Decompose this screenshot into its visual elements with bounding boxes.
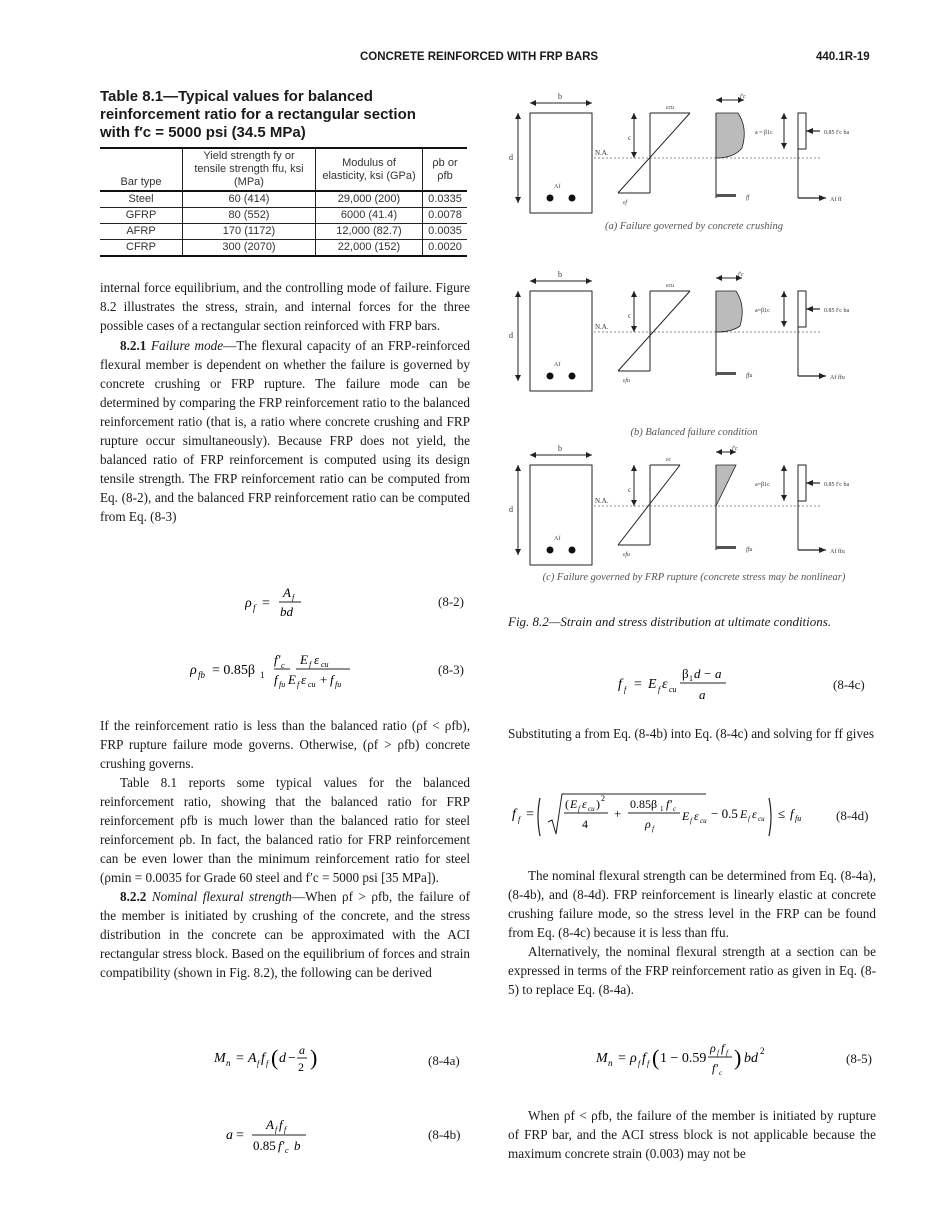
svg-text:bd: bd bbox=[280, 604, 293, 619]
equation-8-4d bbox=[508, 786, 834, 846]
svg-text:f: f bbox=[253, 603, 256, 613]
panel-a-c-dim-head bbox=[631, 113, 637, 119]
equation-8-4a-graphic bbox=[214, 1038, 324, 1078]
svg-text:f: f bbox=[275, 1125, 278, 1134]
paragraph: Table 8.1 reports some typical values for the balanced reinforcement ratio, showing that the balanced ratio for FRP reinforcement ρfb is much lower than the balanced ratio for steel reinforcement ρb. In fact, the balanced ratio for FRP reinforcement can be even lower than the minimum reinforcement ratio for steel (ρmin = 0.0035 for Grade 60 steel and f′c = 5000 psi [35 MPa]). bbox=[100, 775, 470, 885]
panel-b-compression-force-head bbox=[806, 306, 813, 312]
equation-number: (8-3) bbox=[438, 662, 464, 677]
panel-a-b-label: b bbox=[558, 92, 562, 101]
panel-c-a-dim-head bbox=[781, 465, 787, 471]
table-cell: 0.0078 bbox=[423, 208, 468, 224]
table-cell: 0.0035 bbox=[423, 224, 468, 240]
equation-8-5 bbox=[596, 1036, 796, 1084]
svg-text:=: = bbox=[236, 1051, 244, 1066]
panel-c-d-dim-head bbox=[515, 549, 521, 555]
svg-text:b: b bbox=[294, 1138, 301, 1153]
svg-text:cu: cu bbox=[321, 660, 329, 669]
panel-a-af-label: Af bbox=[554, 184, 561, 190]
svg-text:bd: bd bbox=[744, 1051, 758, 1066]
panel-c-d-label: d bbox=[509, 505, 513, 514]
svg-text:f: f bbox=[330, 672, 334, 687]
paragraph-body: —When ρf > ρfb, the failure of the member is initiated by crushing of the concrete, and the stress distribution in the concrete can be approximated with the ACI rectangular stress block. Based on the equilibrium of forces and strain compatibility (shown in Fig. 8.2), the following can be derived bbox=[100, 889, 471, 980]
panel-a-strain-line bbox=[618, 113, 690, 193]
panel-c-d-dim-head bbox=[515, 465, 521, 471]
panel-b-a-label: a=β1c bbox=[755, 308, 770, 314]
panel-c-compression-force-head bbox=[806, 480, 813, 486]
svg-text:a: a bbox=[715, 666, 722, 681]
panel-a-tension-force-head bbox=[819, 195, 826, 201]
running-title: CONCRETE REINFORCED WITH FRP BARS bbox=[360, 51, 599, 63]
panel-c-compression-label: 0.85 f′c ba bbox=[824, 482, 850, 488]
equation-number: (8-2) bbox=[438, 594, 464, 609]
svg-text:E: E bbox=[288, 672, 296, 687]
panel-c-c-dim-head bbox=[631, 500, 637, 506]
section-number: 8.2.1 bbox=[120, 338, 147, 353]
panel-b-b-dim-head bbox=[586, 278, 592, 284]
panel-b-a-dim-head bbox=[781, 291, 787, 297]
panel-b-bar bbox=[569, 373, 576, 380]
svg-text:0.85: 0.85 bbox=[253, 1138, 276, 1153]
panel-c-strain-line bbox=[618, 465, 680, 545]
svg-text:=: = bbox=[526, 807, 534, 822]
table-cell: 60 (414) bbox=[183, 191, 316, 208]
table-row bbox=[100, 208, 467, 224]
equation-8-4c bbox=[618, 662, 748, 712]
svg-text:M: M bbox=[214, 1051, 226, 1066]
panel-b-ef-label: εfu bbox=[623, 378, 631, 384]
panel-a-d-dim-head bbox=[515, 197, 521, 203]
figure-8-2 bbox=[500, 88, 880, 608]
paragraph: The nominal flexural strength can be determined from Eq. (8-4a), (8-4b), and (8-4d). FRP reinforcement is linearly elastic at concrete crushing failure mode, so the stress level in the FRP can be found from Eq. (8-4c) because it is less than ffu. bbox=[508, 868, 876, 940]
svg-text:2: 2 bbox=[760, 1046, 765, 1056]
svg-text:ε: ε bbox=[694, 809, 699, 823]
panel-b-strain-line bbox=[618, 291, 690, 371]
svg-text:f: f bbox=[790, 806, 794, 821]
svg-text:): ) bbox=[596, 797, 600, 811]
svg-text:(: ( bbox=[271, 1045, 279, 1070]
svg-text:= 0.85β: = 0.85β bbox=[212, 663, 256, 678]
section-title: Failure mode bbox=[150, 338, 224, 353]
paragraph: internal force equilibrium, and the controlling mode of failure. Figure 8.2 illustrates the stress, strain, and internal forces for the three possible cases of a rectangular section reinforced with FRP bars. bbox=[100, 280, 470, 333]
table-8-1 bbox=[100, 147, 467, 257]
svg-text:ρ: ρ bbox=[630, 1051, 637, 1066]
table-header: Modulus of elasticity, ksi (GPa) bbox=[316, 148, 423, 191]
panel-a-a-dim-head bbox=[781, 143, 787, 149]
svg-text:f: f bbox=[690, 817, 692, 825]
svg-text:ρ: ρ bbox=[245, 596, 252, 611]
svg-text:1: 1 bbox=[660, 805, 664, 813]
svg-text:ε: ε bbox=[582, 797, 587, 811]
equation-8-2-graphic bbox=[245, 583, 315, 623]
panel-b-b-dim-head bbox=[530, 278, 536, 284]
panel-b-tension-force-head bbox=[819, 373, 826, 379]
svg-text:f′: f′ bbox=[712, 1061, 718, 1075]
equation-8-4b bbox=[226, 1113, 316, 1161]
svg-text:c: c bbox=[281, 661, 285, 670]
svg-text:0.85β: 0.85β bbox=[630, 797, 658, 811]
panel-b-compression-label: 0.85 f′c ba bbox=[824, 308, 850, 314]
panel-b-na-label: N.A. bbox=[595, 323, 609, 331]
panel-a-a-label: a = β1c bbox=[755, 130, 773, 136]
svg-text:a: a bbox=[299, 1043, 305, 1057]
svg-text:A: A bbox=[266, 1117, 274, 1132]
panel-b-stress-block bbox=[716, 291, 742, 332]
svg-text:=: = bbox=[618, 1051, 626, 1066]
panel-c-bar bbox=[547, 547, 554, 554]
svg-text:n: n bbox=[226, 1058, 231, 1068]
panel-a-compression-force-head bbox=[806, 128, 813, 134]
paragraph: If the reinforcement ratio is less than the balanced ratio (ρf < ρfb), FRP rupture failure mode governs. Otherwise, (ρf > ρfb) concrete crushing governs. bbox=[100, 718, 470, 771]
svg-text:d: d bbox=[694, 666, 701, 681]
table-header: Yield strength fy or tensile strength ffu, ksi (MPa) bbox=[183, 148, 316, 191]
svg-text:A: A bbox=[248, 1051, 257, 1066]
equation-8-4d-graphic bbox=[508, 786, 834, 842]
svg-text:−: − bbox=[288, 1051, 296, 1066]
table-cell: 80 (552) bbox=[183, 208, 316, 224]
panel-a-stress-block bbox=[716, 113, 744, 158]
svg-text:f: f bbox=[638, 1059, 641, 1068]
panel-b-b-label: b bbox=[558, 270, 562, 279]
panel-c-c-label: c bbox=[628, 486, 632, 494]
table-row bbox=[100, 240, 467, 257]
table-header: ρb or ρfb bbox=[423, 148, 468, 191]
panel-a-ef-label: εf bbox=[623, 200, 628, 206]
panel-a-bar bbox=[547, 195, 554, 202]
table-cell: 12,000 (82.7) bbox=[316, 224, 423, 240]
figure-caption: Fig. 8.2—Strain and stress distribution at ultimate conditions. bbox=[508, 614, 832, 629]
svg-text:ε: ε bbox=[301, 672, 307, 687]
panel-b-bar bbox=[547, 373, 554, 380]
panel-b-d-dim-head bbox=[515, 375, 521, 381]
svg-text:ε: ε bbox=[314, 652, 320, 667]
panel-c-ecu-label: εc bbox=[666, 457, 672, 463]
panel-a-c-label: c bbox=[628, 134, 632, 142]
svg-text:d: d bbox=[279, 1051, 286, 1066]
equation-8-4b-graphic bbox=[226, 1113, 316, 1157]
svg-text:f: f bbox=[618, 677, 622, 692]
panel-b-af-label: Af bbox=[554, 362, 561, 368]
table-header: Bar type bbox=[100, 148, 183, 191]
section-title: Nominal flexural strength bbox=[151, 889, 292, 904]
svg-text:E: E bbox=[648, 677, 657, 692]
svg-text:E: E bbox=[740, 807, 748, 821]
panel-a-ecu-label: εcu bbox=[666, 105, 675, 111]
panel-a-ff-label: ff bbox=[746, 195, 750, 201]
equation-number: (8-4d) bbox=[836, 808, 869, 823]
equation-number: (8-5) bbox=[846, 1051, 872, 1066]
svg-text:f: f bbox=[274, 672, 278, 687]
svg-text:f: f bbox=[642, 1051, 646, 1066]
panel-c-fc-label: f′c bbox=[732, 446, 738, 452]
svg-text:f: f bbox=[748, 815, 750, 823]
svg-text:c: c bbox=[285, 1146, 289, 1155]
svg-text:): ) bbox=[310, 1045, 318, 1070]
svg-text:A: A bbox=[283, 585, 291, 600]
equation-number: (8-4c) bbox=[833, 677, 865, 692]
svg-text:(: ( bbox=[565, 797, 569, 811]
table-cell: 0.0335 bbox=[423, 191, 468, 208]
panel-a-section bbox=[530, 113, 592, 213]
svg-text:cu: cu bbox=[308, 680, 316, 689]
svg-text:f: f bbox=[578, 805, 580, 813]
svg-text:ρ: ρ bbox=[710, 1041, 716, 1055]
panel-c-c-dim-head bbox=[631, 465, 637, 471]
svg-text:cu: cu bbox=[669, 685, 677, 694]
paragraph-body: —The flexural capacity of an FRP-reinforced flexural member is dependent on whether the failure is governed by concrete crushing or FRP rupture. The failure mode can be determined by comparing the FRP reinforcement ratio to the balanced reinforcement ratio (that is, a ratio where concrete crushing and FRP rupture occur simultaneously). Because FRP does not yield, the balanced ratio of FRP reinforcement is computed using its design tensile strength. The FRP reinforcement ratio can be computed from Eq. (8-2), and the balanced FRP reinforcement ratio can be computed from Eq. (8-3) bbox=[100, 338, 470, 524]
svg-text:f: f bbox=[279, 1117, 283, 1132]
svg-text:4: 4 bbox=[582, 817, 588, 831]
paragraph: Substituting a from Eq. (8-4b) into Eq. (8-4c) and solving for ff gives bbox=[508, 726, 875, 741]
svg-text:cu: cu bbox=[588, 805, 595, 813]
panel-b-a-dim-head bbox=[781, 321, 787, 327]
panel-a-tension-bar bbox=[716, 194, 736, 197]
panel-b-section bbox=[530, 291, 592, 391]
table-cell: 6000 (41.4) bbox=[316, 208, 423, 224]
table-cell: 0.0020 bbox=[423, 240, 468, 257]
paragraph-8-2-1 bbox=[100, 336, 470, 526]
panel-b-ecu-label: εcu bbox=[666, 283, 675, 289]
svg-text:f′: f′ bbox=[666, 797, 672, 811]
panel-a-c-dim-head bbox=[631, 152, 637, 158]
svg-text:2: 2 bbox=[601, 794, 605, 803]
panel-c-ef-label: εfu bbox=[623, 552, 631, 558]
panel-a-tension-label: Af ff bbox=[830, 197, 842, 203]
svg-text:f: f bbox=[309, 660, 312, 669]
panel-a-a-dim-head bbox=[781, 113, 787, 119]
svg-text:fu: fu bbox=[279, 680, 286, 689]
panel-c-fc-dim-head bbox=[716, 449, 722, 455]
svg-text:n: n bbox=[608, 1058, 613, 1068]
svg-text:− 0.5: − 0.5 bbox=[711, 806, 738, 821]
panel-b-fc-label: f′c bbox=[738, 272, 744, 278]
svg-text:−: − bbox=[704, 666, 712, 681]
panel-a-bar bbox=[569, 195, 576, 202]
paragraph-8-2-2 bbox=[100, 887, 470, 982]
table-title: Table 8.1—Typical values for balanced reinforcement ratio for a rectangular section with f′c = 5000 psi (34.5 MPa) bbox=[100, 88, 416, 141]
panel-b-c-label: c bbox=[628, 312, 632, 320]
panel-b-ff-label: ffu bbox=[746, 373, 753, 379]
panel-c-na-label: N.A. bbox=[595, 497, 609, 505]
right-text-block-1 bbox=[508, 724, 876, 743]
svg-text:ρ: ρ bbox=[190, 663, 197, 678]
svg-text:f: f bbox=[518, 815, 521, 824]
panel-a-fc-dim-head bbox=[716, 97, 722, 103]
svg-text:ε: ε bbox=[752, 807, 757, 821]
svg-text:f: f bbox=[658, 685, 661, 694]
svg-text:f: f bbox=[652, 825, 654, 833]
left-text-block-1 bbox=[100, 278, 470, 526]
svg-text:β: β bbox=[682, 666, 689, 681]
subcaption-b: (b) Balanced failure condition bbox=[630, 427, 758, 438]
svg-text:fu: fu bbox=[795, 814, 802, 823]
svg-text:+: + bbox=[614, 806, 622, 821]
panel-b-c-dim-head bbox=[631, 291, 637, 297]
section-number: 8.2.2 bbox=[120, 889, 147, 904]
svg-text:f′: f′ bbox=[274, 652, 281, 667]
paragraph: Alternatively, the nominal flexural strength at a section can be expressed in terms of the FRP reinforcement ratio as given in Eq. (8-5) to replace Eq. (8-4a). bbox=[508, 944, 876, 997]
table-cell: Steel bbox=[100, 191, 183, 208]
panel-b-fc-dim-head bbox=[716, 275, 722, 281]
panel-c-eq-block bbox=[798, 465, 806, 501]
svg-text:≤: ≤ bbox=[778, 806, 786, 821]
table-cell: AFRP bbox=[100, 224, 183, 240]
svg-text:fu: fu bbox=[335, 680, 342, 689]
equation-8-5-graphic bbox=[596, 1036, 796, 1080]
equation-number: (8-4b) bbox=[428, 1127, 461, 1142]
table-cell: 170 (1172) bbox=[183, 224, 316, 240]
svg-text:): ) bbox=[734, 1045, 742, 1070]
panel-c-ff-label: ffu bbox=[746, 547, 753, 553]
svg-text:f: f bbox=[512, 807, 516, 822]
right-text-block-2 bbox=[508, 866, 876, 999]
panel-c-section bbox=[530, 465, 592, 565]
panel-a-b-dim-head bbox=[530, 100, 536, 106]
svg-text:f: f bbox=[297, 680, 300, 689]
svg-text:ε: ε bbox=[662, 677, 668, 692]
svg-text:a: a bbox=[226, 1128, 233, 1143]
svg-text:f: f bbox=[266, 1059, 269, 1068]
svg-text:(: ( bbox=[652, 1045, 660, 1070]
svg-text:E: E bbox=[682, 809, 690, 823]
svg-text:cu: cu bbox=[758, 815, 765, 823]
equation-number: (8-4a) bbox=[428, 1053, 460, 1068]
table-cell: 300 (2070) bbox=[183, 240, 316, 257]
svg-text:cu: cu bbox=[700, 817, 707, 825]
svg-text:f: f bbox=[257, 1059, 260, 1068]
panel-c-b-dim-head bbox=[586, 452, 592, 458]
right-text-block-3 bbox=[508, 1106, 876, 1163]
table-row bbox=[100, 224, 467, 240]
panel-c-af-label: Af bbox=[554, 536, 561, 542]
panel-c-tension-label: Af ffu bbox=[830, 549, 845, 555]
panel-a-b-dim-head bbox=[586, 100, 592, 106]
panel-a-d-label: d bbox=[509, 153, 513, 162]
svg-text:f: f bbox=[261, 1051, 265, 1066]
subcaption-a: (a) Failure governed by concrete crushing bbox=[605, 221, 783, 232]
panel-c-a-dim-head bbox=[781, 495, 787, 501]
svg-text:c: c bbox=[673, 805, 677, 813]
svg-text:f: f bbox=[647, 1059, 650, 1068]
svg-text:2: 2 bbox=[298, 1060, 304, 1074]
svg-text:=: = bbox=[262, 596, 270, 611]
panel-c-bar bbox=[569, 547, 576, 554]
panel-c-stress-block bbox=[716, 465, 736, 506]
panel-a-eq-block bbox=[798, 113, 806, 149]
svg-text:f: f bbox=[284, 1125, 287, 1134]
svg-text:=: = bbox=[634, 677, 642, 692]
table-cell: 22,000 (152) bbox=[316, 240, 423, 257]
svg-text:M: M bbox=[596, 1051, 608, 1066]
svg-text:1: 1 bbox=[260, 670, 265, 680]
svg-text:c: c bbox=[719, 1069, 723, 1077]
svg-text:ρ: ρ bbox=[645, 817, 651, 831]
panel-b-tension-label: Af ffu bbox=[830, 375, 845, 381]
table-cell: GFRP bbox=[100, 208, 183, 224]
equation-8-2 bbox=[245, 583, 315, 627]
svg-text:a: a bbox=[699, 687, 706, 702]
svg-text:f: f bbox=[717, 1049, 719, 1057]
left-text-block-2 bbox=[100, 716, 470, 982]
panel-b-d-dim-head bbox=[515, 291, 521, 297]
panel-b-tension-bar bbox=[716, 372, 736, 375]
svg-text:f: f bbox=[292, 593, 295, 602]
panel-b-d-label: d bbox=[509, 331, 513, 340]
panel-a-fc-label: f′c bbox=[740, 94, 746, 100]
svg-text:f: f bbox=[721, 1041, 725, 1055]
table-cell: 29,000 (200) bbox=[316, 191, 423, 208]
svg-text:f: f bbox=[726, 1049, 728, 1057]
svg-text:1: 1 bbox=[689, 674, 693, 683]
svg-text:1 − 0.59: 1 − 0.59 bbox=[660, 1051, 707, 1066]
panel-c-a-label: a=β1c bbox=[755, 482, 770, 488]
svg-text:E: E bbox=[570, 797, 578, 811]
table-cell: CFRP bbox=[100, 240, 183, 257]
panel-c-tension-force-head bbox=[819, 547, 826, 553]
equation-8-3 bbox=[190, 648, 370, 698]
panel-c-b-label: b bbox=[558, 444, 562, 453]
page-number: 440.1R-19 bbox=[816, 51, 870, 63]
svg-text:f′: f′ bbox=[278, 1138, 285, 1153]
table-row bbox=[100, 191, 467, 208]
svg-text:f: f bbox=[624, 685, 627, 694]
svg-text:E: E bbox=[300, 652, 308, 667]
svg-text:=: = bbox=[236, 1128, 244, 1143]
panel-b-c-dim-head bbox=[631, 326, 637, 332]
svg-text:+: + bbox=[320, 672, 328, 687]
panel-b-eq-block bbox=[798, 291, 806, 327]
panel-a-na-label: N.A. bbox=[595, 149, 609, 157]
panel-a-d-dim-head bbox=[515, 113, 521, 119]
panel-c-tension-bar bbox=[716, 546, 736, 549]
panel-a-compression-label: 0.85 f′c ba bbox=[824, 130, 850, 136]
equation-8-4c-graphic bbox=[618, 662, 748, 708]
equation-8-4a bbox=[214, 1038, 324, 1082]
paragraph: When ρf < ρfb, the failure of the member is initiated by rupture of FRP bar, and the ACI stress block is not applicable because the maximum concrete strain (0.003) may not be bbox=[508, 1108, 876, 1161]
subcaption-c: (c) Failure governed by FRP rupture (concrete stress may be nonlinear) bbox=[542, 572, 846, 583]
equation-8-3-graphic bbox=[190, 648, 370, 694]
svg-text:fb: fb bbox=[198, 670, 206, 680]
panel-c-b-dim-head bbox=[530, 452, 536, 458]
